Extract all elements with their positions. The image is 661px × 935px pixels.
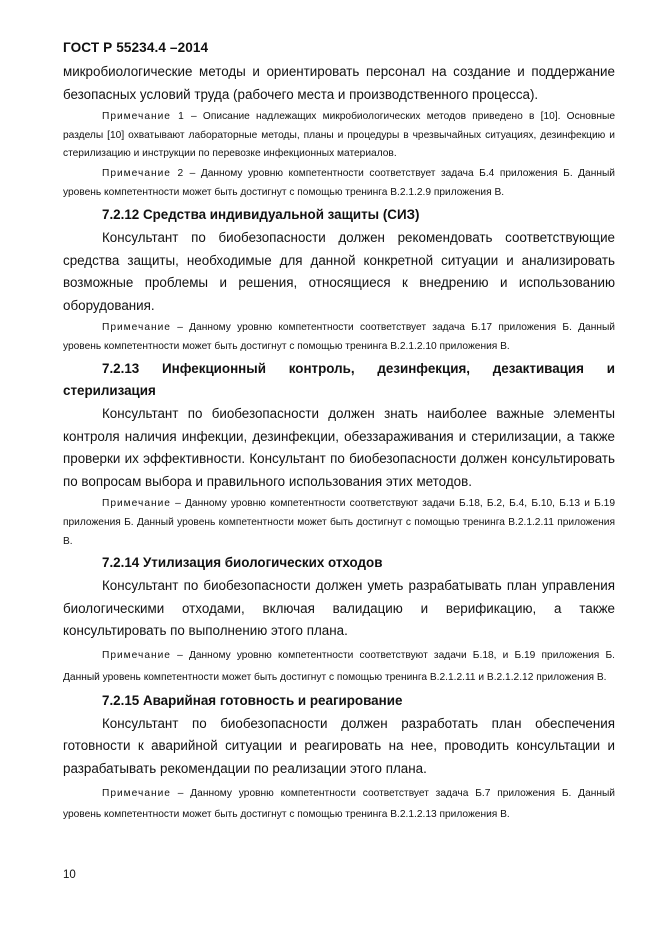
- note-1: [63, 108, 615, 164]
- document-header-title: ГОСТ Р 55234.4 –2014: [63, 40, 209, 55]
- note-label: Примечание: [102, 498, 171, 510]
- note-text: – Описание надлежащих микробиологических методов приведено в [10]. Основные разделы [10] охватывают лабораторные методы, планы и процедуры в чрезвычайных ситуациях, дезинфекцию и стерилизацию и инструкции по перевозке инфекционных материалов.: [63, 111, 615, 160]
- note-text: – Данному уровню компетентности соответствуют задачи Б.18, и Б.19 приложения Б. Данный уровень компетентности может быть достигнут с помощью тренинга В.2.1.2.11 и В.2.1.2.12 приложения В.: [63, 649, 615, 683]
- note-waste: [63, 645, 615, 689]
- note-text: – Данному уровню компетентности соответствуют задачи Б.18, Б.2, Б.4, Б.10, Б.13 и Б.19 приложения Б. Данный уровень компетентности может быть достигнут с помощью тренинга В.2.1.2.11 приложения В.: [63, 498, 615, 547]
- note-2: [63, 165, 615, 202]
- paragraph-waste: Консультант по биобезопасности должен уметь разрабатывать план управления биологическими отходами, включая валидацию и верификацию, а также консультировать по выполнению этого плана.: [63, 578, 615, 639]
- note-label: Примечание: [102, 322, 171, 334]
- note-label: Примечание: [102, 788, 171, 800]
- paragraph-infection-control: Консультант по биобезопасности должен знать наиболее важные элементы контроля наличия инфекции, дезинфекции, обеззараживания и стерилизации, а также проверки их эффективности. Консультант по биобезопасности должен консультировать по вопросам выбора и правильного использования этих методов.: [63, 406, 615, 489]
- note-emergency: [63, 783, 615, 825]
- note-label: Примечание 1: [102, 111, 185, 123]
- paragraph-ppe: Консультант по биобезопасности должен рекомендовать соответствующие средства защиты, необходимые для данной конкретной ситуации и анализировать возможные проблемы и решения, относящиеся к внедрению и использованию оборудования.: [63, 229, 615, 313]
- section-heading-7-2-15: 7.2.15 Аварийная готовность и реагирование: [102, 692, 403, 708]
- note-infection-control: [63, 495, 615, 551]
- page-content: [63, 61, 615, 825]
- paragraph-emergency: Консультант по биобезопасности должен разработать план обеспечения готовности к аварийной ситуации и реагировать на нее, проводить консультации и разрабатывать рекомендации по реализации этого плана.: [63, 715, 615, 776]
- section-heading-7-2-12: 7.2.12 Средства индивидуальной защиты (СИЗ): [102, 207, 420, 223]
- paragraph-continuation: микробиологические методы и ориентировать персонал на создание и поддержание безопасных условий труда (рабочего места и производственного процесса).: [63, 64, 615, 102]
- note-text: – Данному уровню компетентности соответствует задача Б.17 приложения Б. Данный уровень компетентности может быть достигнут с помощью тренинга В.2.1.2.10 приложения В.: [63, 322, 615, 352]
- note-label: Примечание: [102, 649, 171, 661]
- note-ppe: [63, 319, 615, 356]
- section-heading-7-2-13: 7.2.13 Инфекционный контроль, дезинфекция, дезактивация и: [102, 360, 615, 376]
- note-text: – Данному уровню компетентности соответствует задача Б.4 приложения Б. Данный уровень компетентности может быть достигнут с помощью тренинга В.2.1.2.9 приложения В.: [63, 167, 615, 198]
- section-heading-7-2-13-continued: стерилизация: [63, 383, 156, 399]
- section-heading-7-2-14: 7.2.14 Утилизация биологических отходов: [102, 555, 383, 571]
- note-text: – Данному уровню компетентности соответствует задача Б.7 приложения Б. Данный уровень компетентности может быть достигнут с помощью тренинга В.2.1.2.13 приложения В.: [63, 788, 615, 821]
- page-number: 10: [63, 869, 76, 881]
- note-label: Примечание 2: [102, 167, 185, 179]
